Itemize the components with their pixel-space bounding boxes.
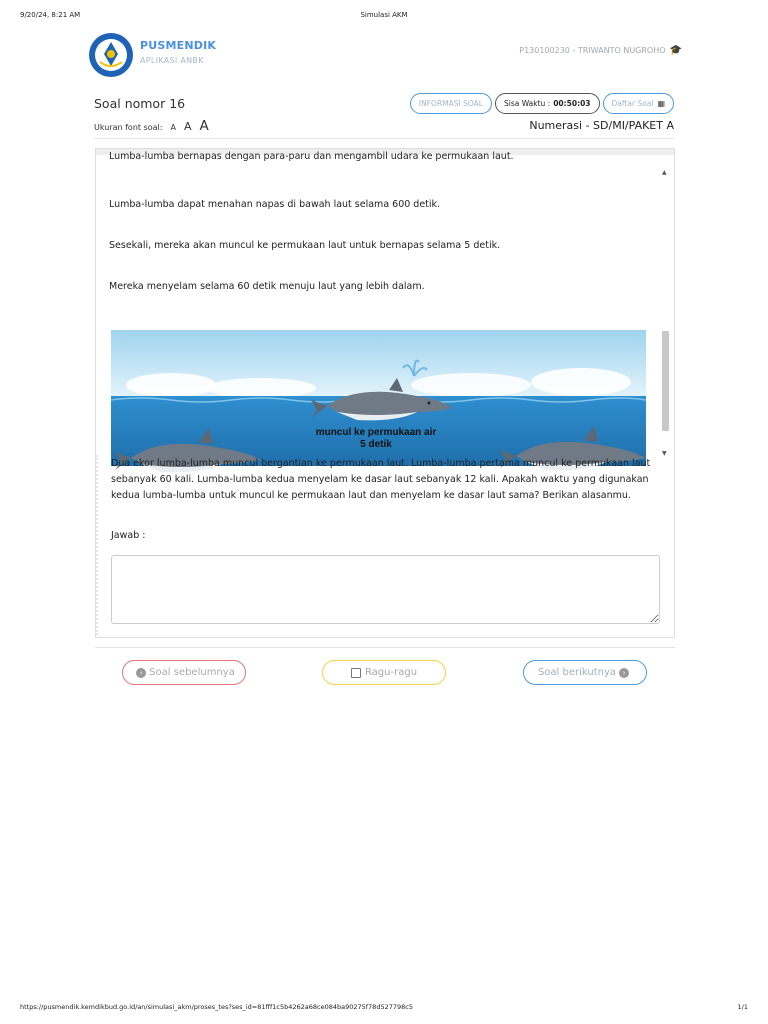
app-header xyxy=(88,32,684,82)
user-name: P130100230 - TRIWANTO NUGROHO xyxy=(519,46,666,55)
question-text: Dua ekor lumba-lumba muncul bergantian ke permukaan laut. Lumba-lumba pertama muncul ke permukaan laut sebanyak 60 kali. Lumba-lumba kedua menyelam ke dasar laut sebanyak 12 kali. Apakah waktu yang digunakan kedua lumba-lumba untuk muncul ke permukaan laut dan menyelam ke dasar laut sama? Berikan alasanmu. xyxy=(111,458,651,501)
next-question-button[interactable] xyxy=(523,660,647,685)
question-bar xyxy=(94,92,674,139)
grid-icon: ▦ xyxy=(657,99,665,108)
brand-subtitle: APLIKASI ANBK xyxy=(140,56,204,65)
tut-wuri-handayani-logo xyxy=(88,32,134,78)
print-page-number: 1/1 xyxy=(737,1003,748,1011)
scrollbar-thumb[interactable] xyxy=(662,331,669,431)
font-size-medium[interactable]: A xyxy=(183,120,192,133)
daftar-soal-label: Daftar Soal xyxy=(611,99,654,108)
nav-divider xyxy=(95,647,675,648)
paket-label: Numerasi - SD/MI/PAKET A xyxy=(529,119,674,132)
brand-block xyxy=(140,39,216,65)
passage-paragraph: Mereka menyelam selama 60 detik menuju laut yang lebih dalam. xyxy=(109,281,425,292)
answer-label: Jawab : xyxy=(111,530,146,541)
graduation-cap-icon: 🎓 xyxy=(669,45,682,56)
chevron-right-icon: › xyxy=(619,668,629,678)
previous-question-button[interactable] xyxy=(122,660,246,685)
scroll-up-arrow-icon[interactable]: ▲ xyxy=(662,169,667,176)
passage-paragraph: Lumba-lumba bernapas dengan para-paru dan mengambil udara ke permukaan laut. xyxy=(109,151,514,162)
checkbox-icon xyxy=(351,668,361,678)
passage-scrollbar[interactable] xyxy=(661,167,671,457)
question-number-title: Soal nomor 16 xyxy=(94,96,186,111)
font-size-label: Ukuran font soal: xyxy=(94,123,163,132)
caption-line-2: 5 detik xyxy=(360,439,392,450)
chevron-left-icon: ‹ xyxy=(136,668,146,678)
passage-paragraph: Lumba-lumba dapat menahan napas di bawah laut selama 600 detik. xyxy=(109,199,441,210)
print-datetime: 9/20/24, 8:21 AM xyxy=(20,11,81,19)
content-dotted-border xyxy=(96,455,100,635)
scroll-down-arrow-icon[interactable]: ▼ xyxy=(662,450,667,457)
info-soal-button[interactable]: INFORMASI SOAL xyxy=(410,93,492,114)
next-question-label: Soal berikutnya xyxy=(537,667,617,678)
previous-question-label: Soal sebelumnya xyxy=(149,667,235,678)
passage-paragraph: Sesekali, mereka akan muncul ke permukaan laut untuk bernapas selama 5 detik. xyxy=(109,240,501,251)
question-content xyxy=(95,148,675,638)
font-size-large[interactable]: A xyxy=(199,118,209,134)
illustration-caption xyxy=(96,427,656,451)
dolphin-illustration xyxy=(111,330,646,466)
ragu-ragu-label: Ragu-ragu xyxy=(364,667,418,678)
font-size-small[interactable]: A xyxy=(170,123,176,132)
passage-scroll-pane[interactable] xyxy=(96,151,673,457)
timer-badge xyxy=(495,93,600,114)
timer-value: 00:50:03 xyxy=(553,99,591,108)
caption-line-1: muncul ke permukaan air xyxy=(315,427,437,438)
user-info xyxy=(519,45,682,56)
font-size-selector xyxy=(94,118,209,134)
print-header xyxy=(20,11,748,23)
timer-label: Sisa Waktu : xyxy=(503,99,551,108)
brand-name: PUSMENDIK xyxy=(140,39,217,52)
ragu-ragu-button[interactable] xyxy=(322,660,446,685)
print-title: Simulasi AKM xyxy=(360,11,408,19)
question-bar-buttons xyxy=(410,93,674,114)
print-url: https://pusmendik.kemdikbud.go.id/an/simulasi_akm/proses_tes?ses_id=81fff1c5b4262a68ce084ba90275f78d527798c5 xyxy=(20,1003,413,1011)
daftar-soal-button[interactable] xyxy=(603,93,674,114)
answer-textarea[interactable] xyxy=(111,555,660,624)
